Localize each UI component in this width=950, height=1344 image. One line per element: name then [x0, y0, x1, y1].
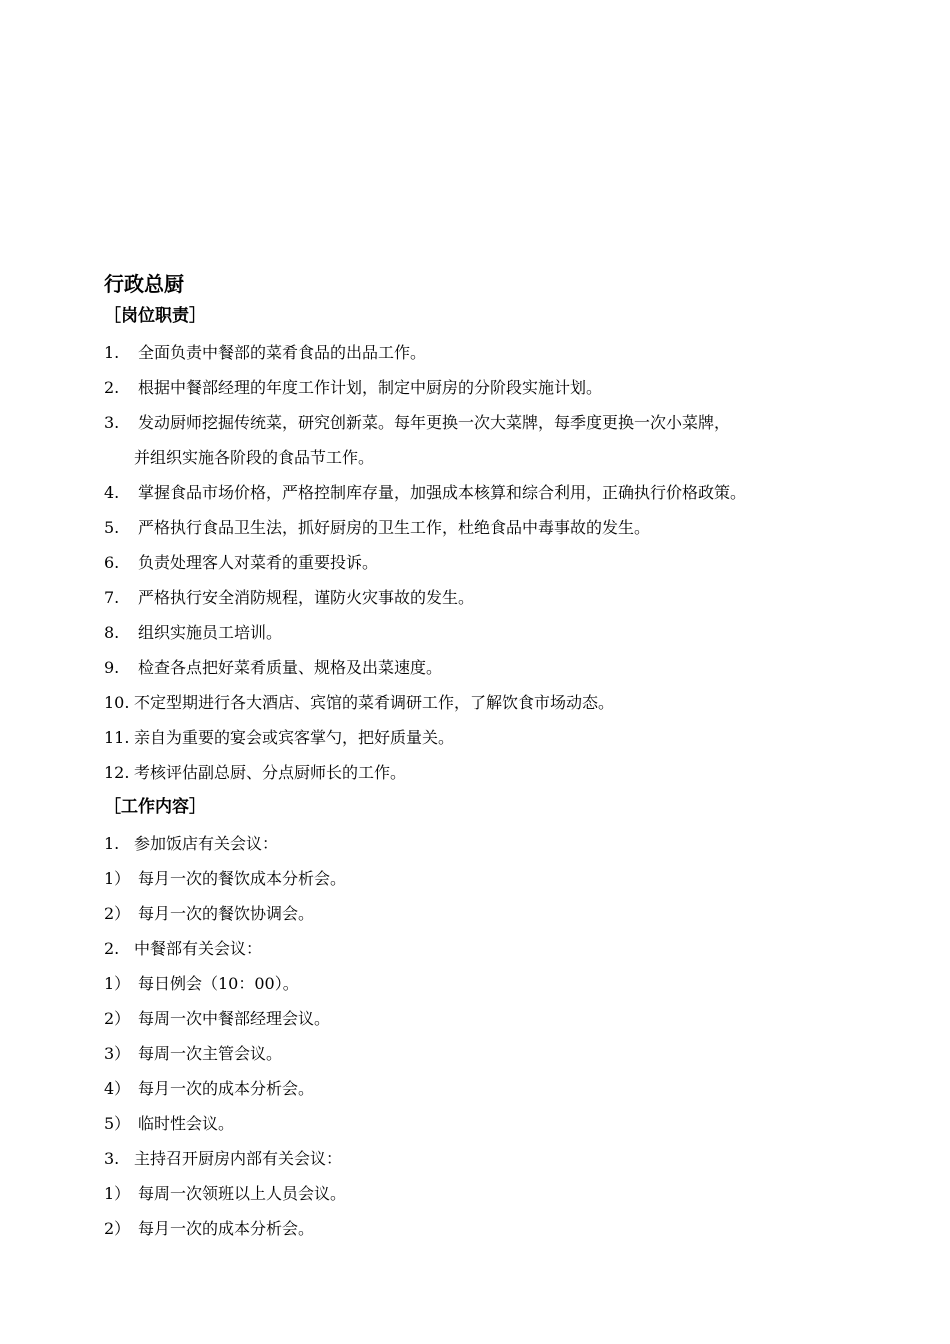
item-number: 2. — [104, 939, 120, 958]
item-text: 根据中餐部经理的年度工作计划，制定中厨房的分阶段实施计划。 — [138, 378, 603, 397]
duty-item — [104, 376, 602, 400]
item-text: 严格执行安全消防规程，谨防火灾事故的发生。 — [138, 588, 475, 607]
item-text: 主持召开厨房内部有关会议： — [134, 1149, 343, 1168]
item-number: 2） — [104, 1009, 131, 1028]
item-number: 2. — [104, 378, 120, 397]
item-number: 3） — [104, 1044, 131, 1063]
duty-item — [104, 481, 746, 505]
duty-item — [104, 516, 650, 540]
item-number: 6. — [104, 553, 120, 572]
item-text: 每周一次中餐部经理会议。 — [138, 1009, 331, 1028]
item-text: 每日例会（10：00）。 — [138, 974, 299, 993]
work-line — [104, 1007, 330, 1031]
item-number: 3. — [104, 1149, 120, 1168]
item-text: 每周一次领班以上人员会议。 — [138, 1184, 347, 1203]
item-text-continuation: 并组织实施各阶段的食品节工作。 — [134, 448, 375, 467]
work-line — [104, 867, 346, 891]
item-number: 1） — [104, 974, 131, 993]
item-text: 每周一次主管会议。 — [138, 1044, 283, 1063]
item-number: 1. — [104, 834, 120, 853]
item-number: 8. — [104, 623, 120, 642]
duty-item — [104, 341, 426, 365]
work-heading: ［工作内容］ — [104, 797, 206, 817]
page-title: 行政总厨 — [104, 272, 184, 296]
item-text: 全面负责中餐部的菜肴食品的出品工作。 — [138, 343, 427, 362]
item-number: 1） — [104, 1184, 131, 1203]
item-number: 4. — [104, 483, 120, 502]
duty-item — [104, 551, 378, 575]
duty-item — [104, 586, 474, 610]
item-text: 参加饭店有关会议： — [134, 834, 279, 853]
work-line — [104, 832, 278, 856]
item-number: 11. — [104, 728, 130, 747]
duty-item — [104, 761, 406, 785]
item-text: 组织实施员工培训。 — [138, 623, 283, 642]
duty-item — [104, 411, 730, 435]
item-number: 9. — [104, 658, 120, 677]
item-number: 2） — [104, 904, 131, 923]
item-number: 4） — [104, 1079, 131, 1098]
item-text: 发动厨师挖掘传统菜，研究创新菜。每年更换一次大菜牌，每季度更换一次小菜牌， — [138, 413, 731, 432]
item-number: 7. — [104, 588, 120, 607]
item-text: 掌握食品市场价格，严格控制库存量，加强成本核算和综合利用，正确执行价格政策。 — [138, 483, 747, 502]
item-text: 亲自为重要的宴会或宾客掌勺，把好质量关。 — [134, 728, 455, 747]
item-text: 中餐部有关会议： — [134, 939, 263, 958]
item-number: 5） — [104, 1114, 131, 1133]
work-line — [104, 937, 262, 961]
item-number: 2） — [104, 1219, 131, 1238]
item-number: 1. — [104, 343, 120, 362]
item-number: 1） — [104, 869, 131, 888]
work-line — [104, 1182, 346, 1206]
item-number: 3. — [104, 413, 120, 432]
work-line — [104, 902, 314, 926]
item-text: 检查各点把好菜肴质量、规格及出菜速度。 — [138, 658, 443, 677]
item-text: 每月一次的成本分析会。 — [138, 1079, 315, 1098]
duties-heading: ［岗位职责］ — [104, 306, 206, 326]
duty-item — [104, 691, 614, 715]
duty-item — [104, 621, 282, 645]
duty-item — [104, 726, 454, 750]
item-text: 不定型期进行各大酒店、宾馆的菜肴调研工作，了解饮食市场动态。 — [134, 693, 615, 712]
item-number: 10. — [104, 693, 130, 712]
item-number: 12. — [104, 763, 130, 782]
item-text: 严格执行食品卫生法，抓好厨房的卫生工作，杜绝食品中毒事故的发生。 — [138, 518, 651, 537]
item-number: 5. — [104, 518, 120, 537]
work-line — [104, 1042, 282, 1066]
item-text: 考核评估副总厨、分点厨师长的工作。 — [134, 763, 407, 782]
work-line — [104, 972, 299, 996]
work-line — [104, 1147, 342, 1171]
duty-item — [104, 656, 442, 680]
item-text: 每月一次的餐饮协调会。 — [138, 904, 315, 923]
item-text: 每月一次的成本分析会。 — [138, 1219, 315, 1238]
item-text: 每月一次的餐饮成本分析会。 — [138, 869, 347, 888]
work-line — [104, 1077, 314, 1101]
work-line — [104, 1112, 234, 1136]
work-line — [104, 1217, 314, 1241]
item-text: 临时性会议。 — [138, 1114, 235, 1133]
item-text: 负责处理客人对菜肴的重要投诉。 — [138, 553, 379, 572]
